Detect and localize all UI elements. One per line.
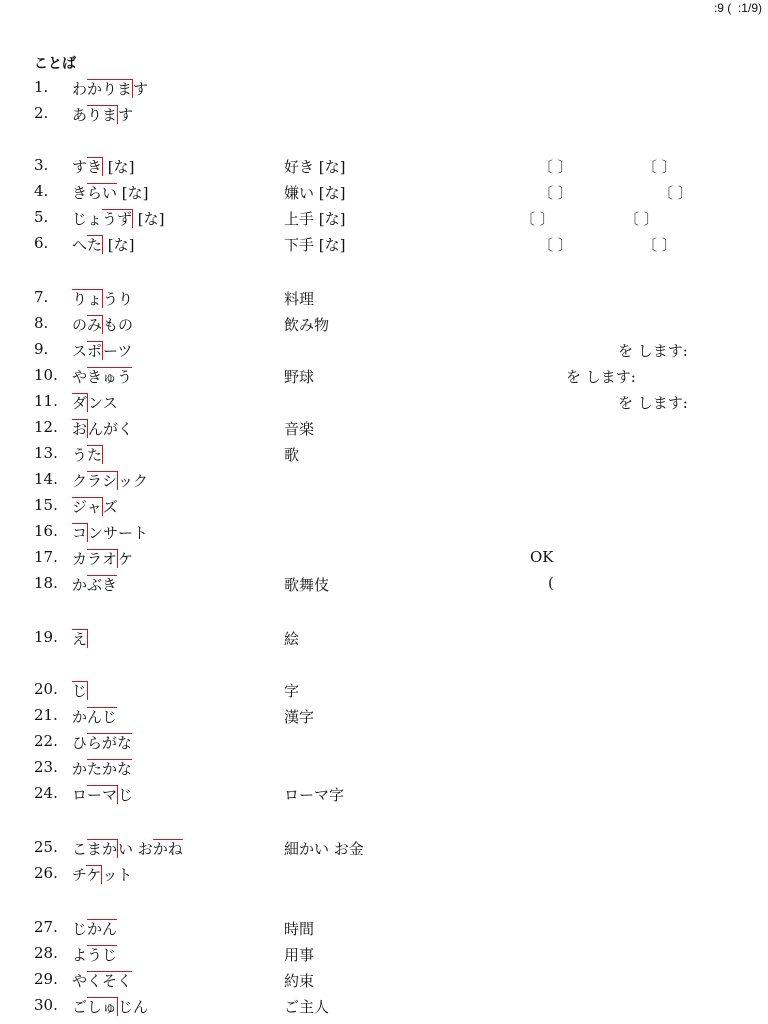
item-word: きらい [な]	[72, 184, 149, 202]
vocab-row	[0, 288, 768, 310]
item-number: 13.	[34, 444, 58, 462]
item-word: じかん	[72, 920, 118, 938]
item-number: 5.	[34, 208, 49, 226]
item-number: 17.	[34, 548, 58, 566]
vocab-row	[0, 838, 768, 860]
vocab-row	[0, 680, 768, 702]
vocab-row	[0, 784, 768, 806]
item-word: こまかい おかね	[72, 840, 183, 858]
item-kanji: 下手 [な]	[284, 236, 346, 254]
item-number: 12.	[34, 418, 58, 436]
blank-bracket: 〔 〕	[642, 236, 677, 254]
item-number: 29.	[34, 970, 58, 988]
vocab-row	[0, 496, 768, 518]
item-word: うた	[72, 446, 103, 464]
vocab-row	[0, 418, 768, 440]
item-word: りょうり	[72, 290, 134, 308]
vocab-row	[0, 470, 768, 492]
vocab-row	[0, 996, 768, 1018]
item-number: 19.	[34, 628, 58, 646]
item-word: かんじ	[72, 708, 118, 726]
item-word: ひらがな	[72, 734, 133, 752]
item-note: OK	[530, 548, 554, 566]
vocab-row	[0, 78, 768, 100]
page-header: :9 ( :1/9)	[713, 1, 762, 15]
item-number: 6.	[34, 234, 49, 252]
item-number: 27.	[34, 918, 58, 936]
item-number: 28.	[34, 944, 58, 962]
item-word: チケット	[72, 866, 133, 884]
vocab-row	[0, 970, 768, 992]
item-number: 4.	[34, 182, 49, 200]
item-kanji: 絵	[284, 630, 300, 648]
item-kanji: 料理	[284, 290, 315, 308]
item-word: ようじ	[72, 946, 118, 964]
vocab-row	[0, 104, 768, 126]
item-note: (	[548, 574, 554, 592]
item-word: じ	[72, 682, 88, 700]
item-kanji: 漢字	[284, 708, 315, 726]
item-kanji: 細かい お金	[284, 840, 364, 858]
blank-bracket: 〔 〕	[538, 158, 573, 176]
vocab-row	[0, 444, 768, 466]
item-word: かたかな	[72, 760, 133, 778]
item-word: あります	[72, 106, 134, 124]
vocab-row	[0, 706, 768, 728]
item-word: スポーツ	[72, 342, 133, 360]
item-number: 18.	[34, 574, 58, 592]
vocab-row	[0, 522, 768, 544]
vocab-row	[0, 314, 768, 336]
item-number: 8.	[34, 314, 49, 332]
item-word: ごしゅじん	[72, 998, 149, 1016]
blank-bracket: 〔 〕	[538, 236, 573, 254]
vocab-row	[0, 548, 768, 570]
item-number: 20.	[34, 680, 58, 698]
item-word: おんがく	[72, 420, 134, 438]
item-word: ジャズ	[72, 498, 118, 516]
item-number: 9.	[34, 340, 49, 358]
item-number: 10.	[34, 366, 58, 384]
item-kanji: ローマ字	[284, 786, 345, 804]
vocab-row	[0, 208, 768, 230]
item-number: 30.	[34, 996, 58, 1014]
item-kanji: 嫌い [な]	[284, 184, 346, 202]
item-kanji: 飲み物	[284, 316, 330, 334]
vocab-row	[0, 918, 768, 940]
item-word: へた [な]	[72, 236, 135, 254]
item-number: 24.	[34, 784, 58, 802]
item-kanji: 用事	[284, 946, 315, 964]
item-word: コンサート	[72, 524, 149, 542]
item-number: 26.	[34, 864, 58, 882]
item-kanji: 好き [な]	[284, 158, 346, 176]
blank-bracket: 〔 〕	[538, 184, 573, 202]
item-number: 25.	[34, 838, 58, 856]
vocab-row	[0, 340, 768, 362]
item-kanji: 上手 [な]	[284, 210, 346, 228]
item-number: 23.	[34, 758, 58, 776]
item-word: カラオケ	[72, 550, 134, 568]
vocab-row	[0, 156, 768, 178]
item-kanji: 音楽	[284, 420, 315, 438]
item-kanji: ご主人	[284, 998, 330, 1016]
item-word: ダンス	[72, 394, 118, 412]
vocab-row	[0, 234, 768, 256]
item-kanji: 約束	[284, 972, 315, 990]
vocab-row	[0, 574, 768, 596]
item-word: かぶき	[72, 576, 118, 594]
vocab-row	[0, 732, 768, 754]
blank-bracket: 〔 〕	[624, 210, 659, 228]
blank-bracket: 〔 〕	[642, 158, 677, 176]
item-word: わかります	[72, 80, 149, 98]
vocab-row	[0, 944, 768, 966]
section-title: ことば	[34, 56, 76, 72]
blank-bracket: 〔 〕	[520, 210, 555, 228]
item-number: 15.	[34, 496, 58, 514]
item-word: え	[72, 630, 88, 648]
item-number: 3.	[34, 156, 49, 174]
item-number: 16.	[34, 522, 58, 540]
vocab-row	[0, 366, 768, 388]
item-kanji: 歌舞伎	[284, 576, 330, 594]
item-note: を します:	[618, 394, 688, 412]
item-word: のみもの	[72, 316, 134, 334]
item-word: すき [な]	[72, 158, 135, 176]
vocab-row	[0, 392, 768, 414]
item-number: 14.	[34, 470, 58, 488]
item-note: を します:	[566, 368, 636, 386]
item-word: ローマじ	[72, 786, 134, 804]
item-kanji: 歌	[284, 446, 300, 464]
blank-bracket: 〔 〕	[658, 184, 693, 202]
item-number: 7.	[34, 288, 49, 306]
item-kanji: 字	[284, 682, 300, 700]
item-number: 22.	[34, 732, 58, 750]
item-word: やきゅう	[72, 368, 133, 386]
item-word: じょうず [な]	[72, 210, 165, 228]
item-word: クラシック	[72, 472, 149, 490]
item-number: 11.	[34, 392, 58, 410]
item-word: やくそく	[72, 972, 133, 990]
vocab-row	[0, 864, 768, 886]
item-kanji: 野球	[284, 368, 315, 386]
item-number: 1.	[34, 78, 49, 96]
vocab-row	[0, 628, 768, 650]
item-number: 2.	[34, 104, 49, 122]
vocab-row	[0, 182, 768, 204]
vocab-row	[0, 758, 768, 780]
item-kanji: 時間	[284, 920, 315, 938]
item-note: を します:	[618, 342, 688, 360]
item-number: 21.	[34, 706, 58, 724]
